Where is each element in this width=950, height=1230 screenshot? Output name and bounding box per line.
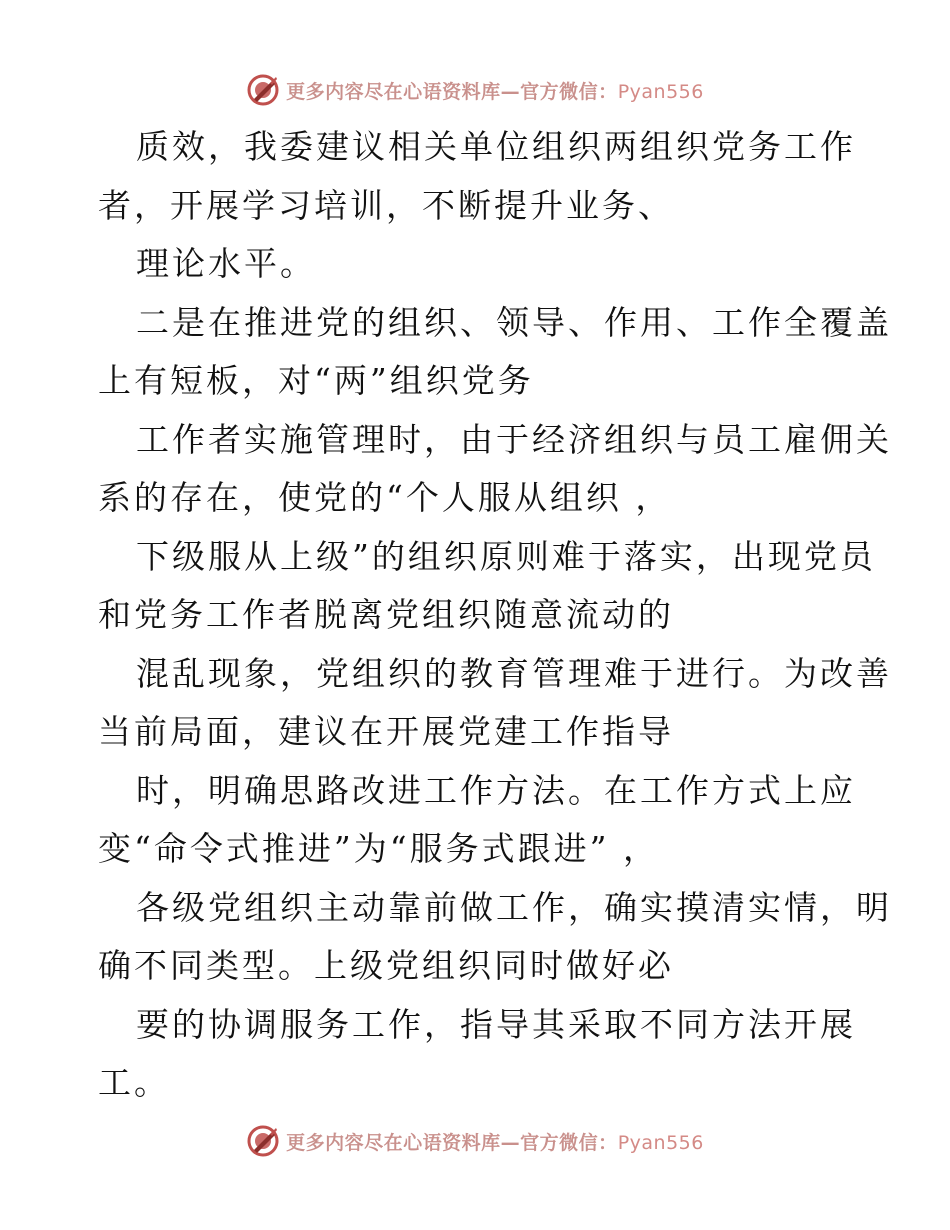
banner-separator: — (500, 1131, 521, 1154)
body-line: 工作者实施管理时，由于经济组织与员工雇佣关 (136, 419, 892, 459)
body-line: 当前局面，建议在开展党建工作指导 (98, 712, 674, 751)
footer-banner (0, 1121, 950, 1161)
body-line: 工。 (98, 1063, 170, 1102)
banner-main-text: 更多内容尽在心语资料库 (286, 1131, 501, 1154)
body-line: 混乱现象，党组织的教育管理难于进行。为改善 (136, 653, 892, 693)
header-banner (0, 70, 950, 110)
banner-wechat-id: Pyan556 (617, 80, 704, 103)
body-line: 上有短板，对“两”组织党务 (98, 361, 534, 400)
banner-text (286, 1128, 704, 1155)
banner-main-text: 更多内容尽在心语资料库 (286, 80, 501, 103)
body-line: 和党务工作者脱离党组织随意流动的 (98, 595, 674, 634)
body-line: 变“命令式推进”为“服务式跟进” ， (98, 829, 659, 868)
banner-label: 官方微信： (520, 1131, 618, 1154)
body-line: 时，明确思路改进工作方法。在工作方式上应 (136, 770, 856, 810)
body-line: 理论水平。 (136, 244, 316, 283)
banner-text (286, 77, 704, 104)
banner-label: 官方微信： (520, 80, 618, 103)
pen-logo-icon (246, 73, 280, 107)
body-line: 下级服从上级”的组织原则难于落实，出现党员 (136, 536, 876, 576)
pen-logo-icon (246, 1124, 280, 1158)
body-line: 者，开展学习培训，不断提升业务、 (98, 185, 674, 225)
body-line: 质效，我委建议相关单位组织两组织党务工作 (136, 127, 856, 166)
body-line: 各级党组织主动靠前做工作，确实摸清实情，明 (136, 887, 892, 927)
banner-wechat-id: Pyan556 (617, 1131, 704, 1154)
body-line: 确不同类型。上级党组织同时做好必 (98, 946, 674, 985)
banner-separator: — (500, 80, 521, 103)
body-line: 二是在推进党的组织、领导、作用、工作全覆盖 (136, 302, 892, 342)
document-body (98, 118, 892, 1113)
body-line: 系的存在，使党的“个人服从组织 ， (98, 478, 672, 517)
body-line: 要的协调服务工作，指导其采取不同方法开展 (136, 1004, 856, 1044)
